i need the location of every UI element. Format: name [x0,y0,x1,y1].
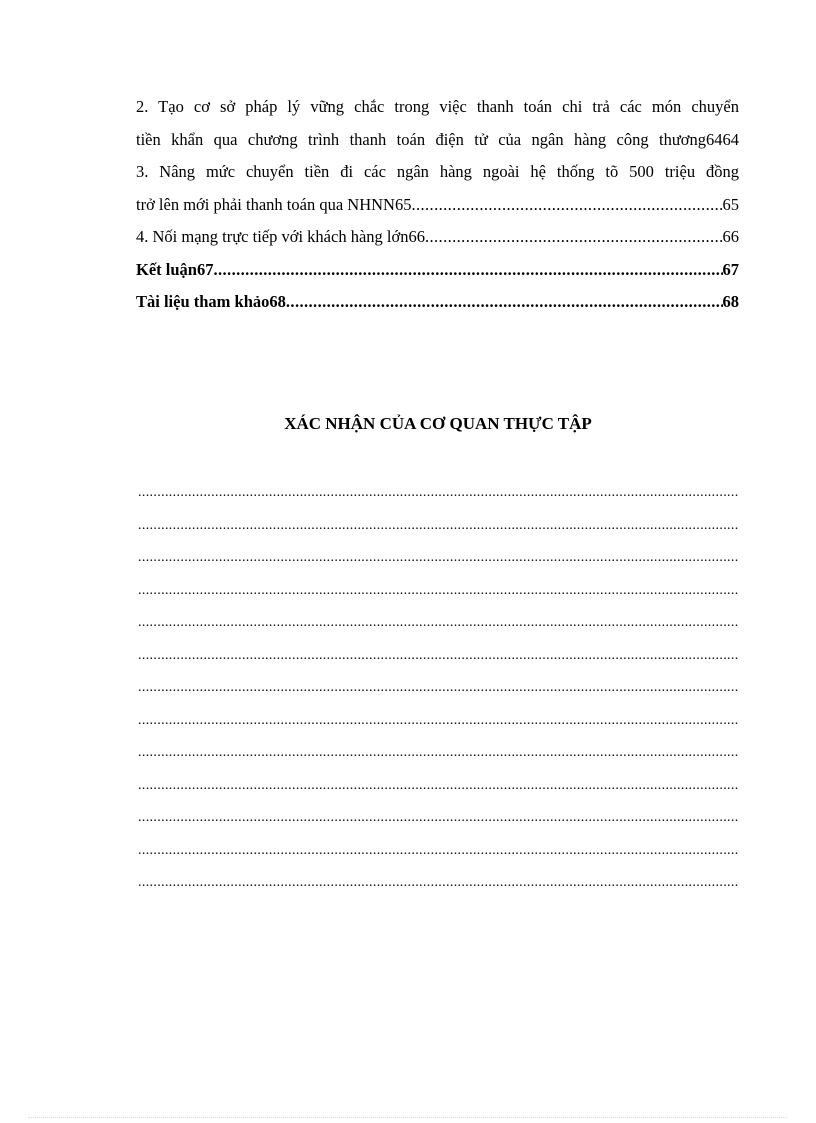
dotted-blank-line [138,842,738,875]
toc-leader [411,189,722,222]
dotted-blank-line [138,614,738,647]
toc-item-3[interactable] [136,156,739,189]
toc-page-number: 68 [722,292,739,311]
toc-page-number: 67 [722,259,739,279]
page-bottom-border [28,1117,788,1118]
toc-leader [213,254,722,287]
confirmation-blank-lines [138,484,738,907]
toc-references-text: Tài liệu tham khảo68 [136,292,286,311]
toc-item-4[interactable] [136,221,739,254]
toc-item-4-text: 4. Nối mạng trực tiếp với khách hàng lớn66 [136,227,425,246]
dotted-blank-line [138,744,738,777]
dotted-blank-line [138,679,738,712]
toc-references[interactable] [136,286,739,319]
toc-item-3-line-2: trở lên mới phải thanh toán qua NHNN65 [136,194,412,214]
table-of-contents [136,91,739,319]
toc-item-3-line-1: 3. Nâng mức chuyển tiền đi các ngân hàng ngoài hệ thống tõ 500 triệu đồng [136,162,739,181]
toc-page-number: 65 [722,194,739,214]
dotted-blank-line [138,582,738,615]
toc-item-2[interactable] [136,91,739,156]
confirmation-title: XÁC NHẬN CỦA CƠ QUAN THỰC TẬP [284,414,592,433]
dotted-blank-line [138,777,738,810]
dotted-blank-line [138,874,738,907]
toc-item-2-line-1: 2. Tạo cơ sở pháp lý vững chắc trong việc thanh toán chi trả các món chuyển [136,97,739,116]
toc-conclusion[interactable] [136,254,739,287]
toc-leader [286,286,723,319]
toc-page-number: 66 [722,227,739,246]
dotted-blank-line [138,549,738,582]
dotted-blank-line [138,517,738,550]
toc-leader [425,221,723,254]
dotted-blank-line [138,484,738,517]
toc-item-2-line-2: tiền khẩn qua chương trình thanh toán điện tử của ngân hàng công thương6464 [136,129,739,149]
dotted-blank-line [138,647,738,680]
toc-item-3-last-line[interactable] [136,189,739,222]
dotted-blank-line [138,712,738,745]
dotted-blank-line [138,809,738,842]
toc-conclusion-text: Kết luận67 [136,259,214,279]
